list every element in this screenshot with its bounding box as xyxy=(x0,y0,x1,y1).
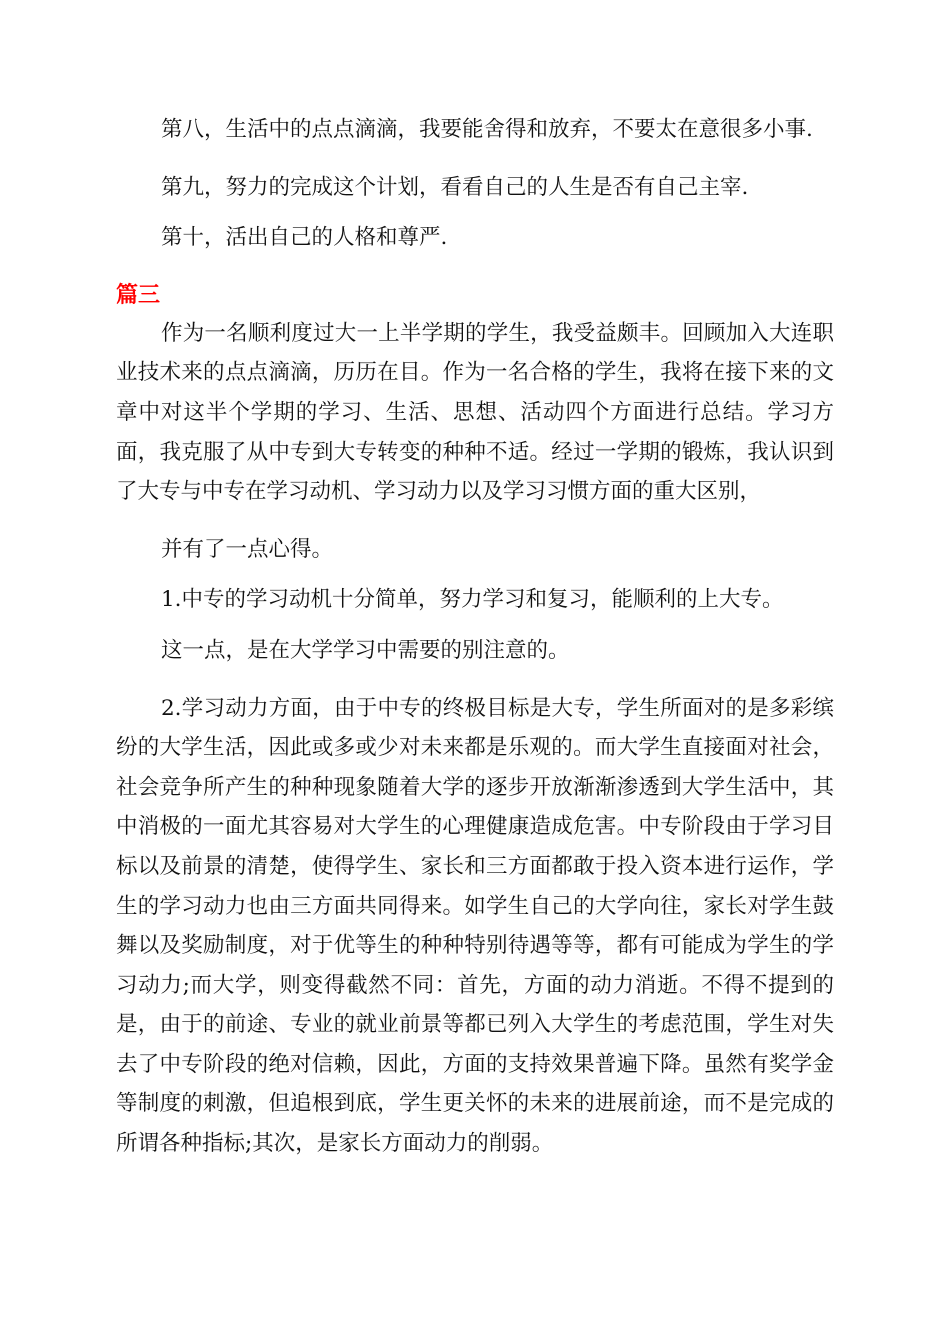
paragraph-intro: 作为一名顺利度过大一上半学期的学生，我受益颇丰。回顾加入大连职业技术来的点点滴滴，历历在目。作为一名合格的学生，我将在接下来的文章中对这半个学期的学习、生活、思想、活动四个方面进行总结。学习方面，我克服了从中专到大专转变的种种不适。经过一学期的锻炼，我认识到了大专与中专在学习动机、学习动力以及学习习惯方面的重大区别， xyxy=(116,320,834,505)
paragraph-item-ten: 第十，活出自己的人格和尊严. xyxy=(161,225,448,251)
paragraph-point-one: 1.中专的学习动机十分简单，努力学习和复习，能顺利的上大专。 xyxy=(161,587,784,613)
paragraph-insight: 并有了一点心得。 xyxy=(161,536,334,562)
section-heading: 篇三 xyxy=(116,282,161,308)
paragraph-item-nine: 第九，努力的完成这个计划，看看自己的人生是否有自己主宰. xyxy=(161,174,749,200)
paragraph-point-two: 2.学习动力方面，由于中专的终极目标是大专，学生所面对的是多彩缤纷的大学生活，因此或多或少对未来都是乐观的。而大学生直接面对社会，社会竞争所产生的种种现象随着大学的逐步开放渐渐渗透到大学生活中，其中消极的一面尤其容易对大学生的心理健康造成危害。中专阶段由于学习目标以及前景的清楚，使得学生、家长和三方面都敢于投入资本进行运作，学生的学习动力也由三方面共同得来。如学生自己的大学向往，家长对学生鼓舞以及奖励制度，对于优等生的种种特别待遇等等，都有可能成为学生的学习动力;而大学，则变得截然不同：首先，方面的动力消逝。不得不提到的是，由于的前途、专业的就业前景等都已列入大学生的考虑范围，学生对失去了中专阶段的绝对信赖，因此，方面的支持效果普遍下降。虽然有奖学金等制度的刺激，但追根到底，学生更关怀的未来的进展前途，而不是完成的所谓各种指标;其次，是家长方面动力的削弱。 xyxy=(116,695,834,1157)
paragraph-note: 这一点，是在大学学习中需要的别注意的。 xyxy=(161,637,570,663)
document-page xyxy=(116,110,834,1164)
paragraph-item-eight: 第八，生活中的点点滴滴，我要能舍得和放弃，不要太在意很多小事. xyxy=(161,117,813,142)
